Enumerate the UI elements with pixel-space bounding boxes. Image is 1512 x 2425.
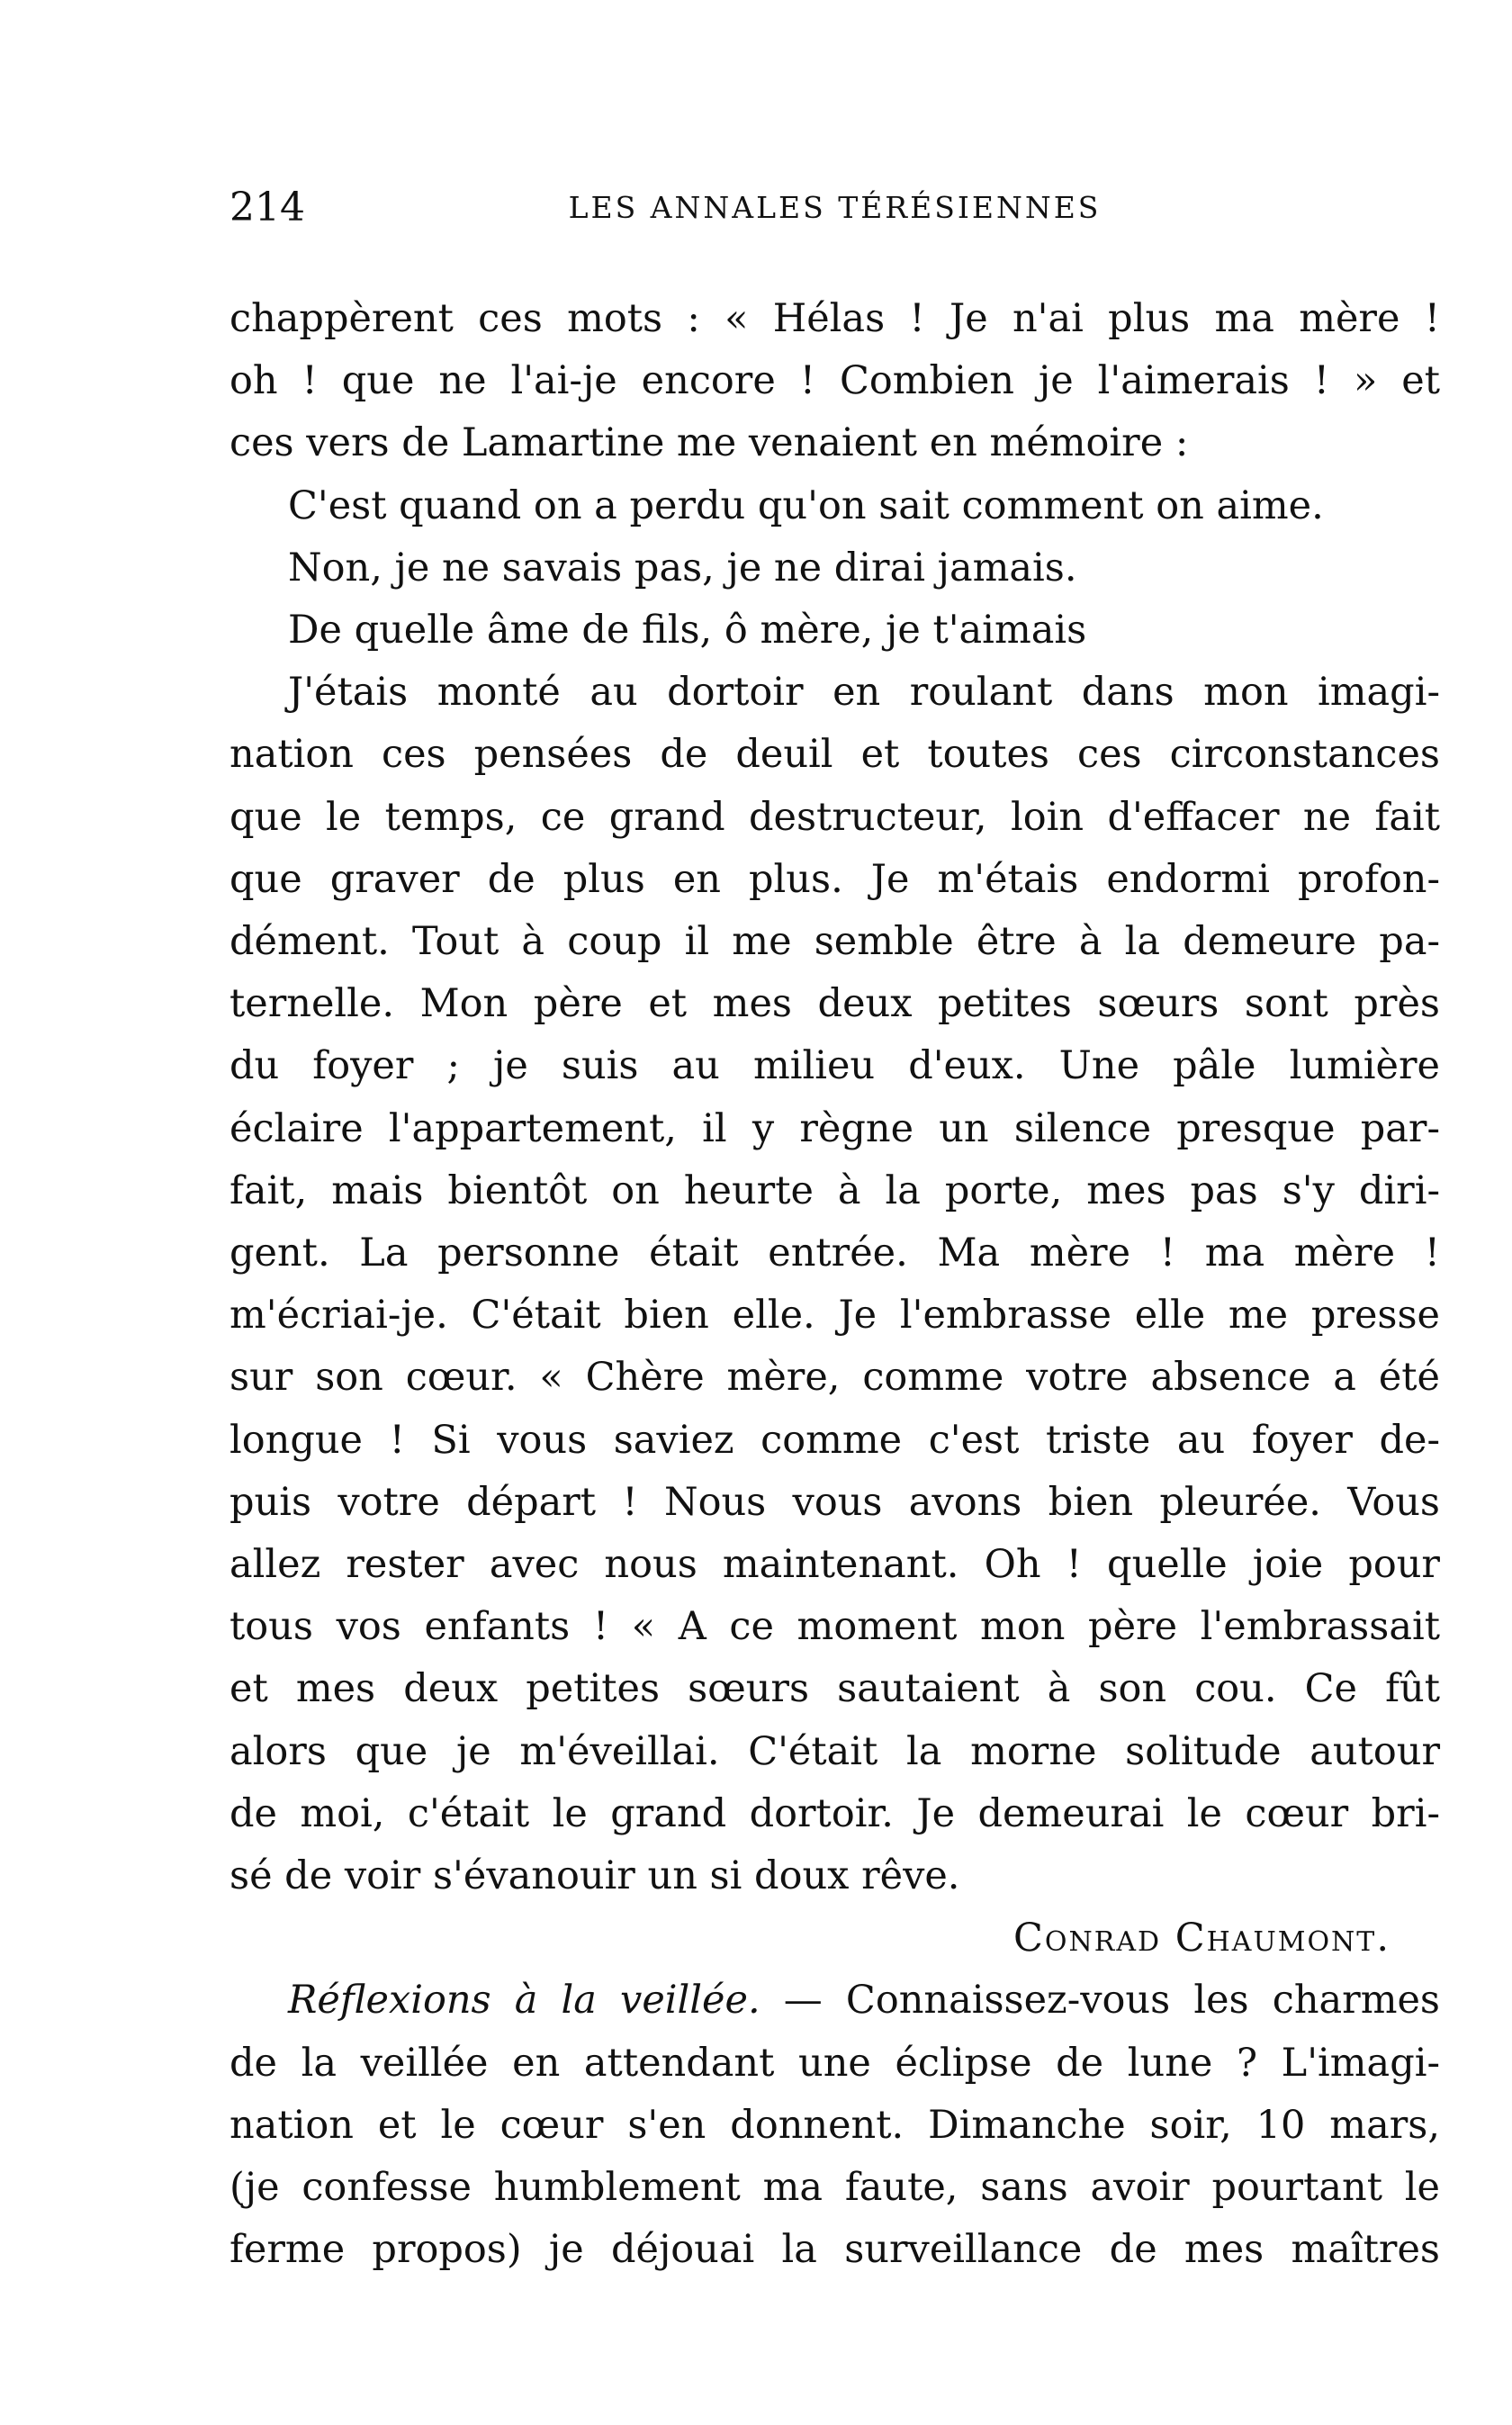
section-rubric: Réflexions à la veillée. <box>288 1978 760 2024</box>
verse-line: De quelle âme de fils, ô mère, je t'aimais <box>288 608 1087 654</box>
text-line: tous vos enfants ! « A ce moment mon père l'embrassait <box>230 1604 1440 1650</box>
page-number: 214 <box>230 185 305 230</box>
text-line: fait, mais bientôt on heurte à la porte, mes pas s'y diri- <box>230 1167 1440 1213</box>
text-line: ternelle. Mon père et mes deux petites sœurs sont près <box>230 981 1440 1027</box>
text-line: (je confesse humblement ma faute, sans avoir pourtant le <box>230 2165 1440 2211</box>
text-line: longue ! Si vous saviez comme c'est triste au foyer de- <box>230 1417 1440 1463</box>
paragraph-1 <box>230 288 1440 475</box>
text-line: oh ! que ne l'ai-je encore ! Combien je l'aimerais ! » et <box>230 358 1440 404</box>
text-run: — Connaissez-vous les charmes <box>760 1978 1440 2024</box>
text-line: nation et le cœur s'en donnent. Dimanche soir, 10 mars, <box>230 2102 1440 2148</box>
text-line: sur son cœur. « Chère mère, comme votre absence a été <box>230 1355 1440 1401</box>
text-line: que le temps, ce grand destructeur, loin d'effacer ne fait <box>230 794 1440 840</box>
author-signature: Conrad Chaumont. <box>1013 1916 1390 1961</box>
text-line: ces vers de Lamartine me venaient en mémoire : <box>230 420 1189 466</box>
text-line: que graver de plus en plus. Je m'étais endormi profon- <box>230 856 1440 902</box>
text-line: ferme propos) je déjouai la surveillance de mes maîtres <box>230 2227 1440 2273</box>
text-line: allez rester avec nous maintenant. Oh ! quelle joie pour <box>230 1542 1440 1588</box>
verse-quotation <box>230 475 1440 663</box>
text-line: m'écriai-je. C'était bien elle. Je l'embrasse elle me presse <box>230 1293 1440 1339</box>
text-line: puis votre départ ! Nous vous avons bien pleurée. Vous <box>230 1479 1440 1525</box>
text-line: et mes deux petites sœurs sautaient à son cou. Ce fût <box>230 1666 1440 1712</box>
text-line: nation ces pensées de deuil et toutes ces circonstances <box>230 732 1440 778</box>
text-line: de moi, c'était le grand dortoir. Je demeurai le cœur bri- <box>230 1790 1440 1836</box>
paragraph-3 <box>230 1970 1440 2281</box>
verse-line: Non, je ne savais pas, je ne dirai jamais. <box>288 545 1077 590</box>
text-line: chappèrent ces mots : « Hélas ! Je n'ai plus ma mère ! <box>230 296 1440 341</box>
text-line <box>230 1970 1440 2032</box>
text-line: de la veillée en attendant une éclipse de lune ? L'imagi- <box>230 2040 1440 2086</box>
text-line: du foyer ; je suis au milieu d'eux. Une pâle lumière <box>230 1043 1440 1089</box>
text-line: alors que je m'éveillai. C'était la morne solitude autour <box>230 1728 1440 1774</box>
running-head: LES ANNALES TÉRÉSIENNES <box>568 190 1102 225</box>
text-line: dément. Tout à coup il me semble être à la demeure pa- <box>230 919 1440 965</box>
text-line: éclaire l'appartement, il y règne un silence presque par- <box>230 1105 1440 1151</box>
text-line: sé de voir s'évanouir un si doux rêve. <box>230 1853 960 1899</box>
page-body <box>230 288 1440 2282</box>
text-line: gent. La personne était entrée. Ma mère ! ma mère ! <box>230 1231 1440 1276</box>
verse-line: C'est quand on a perdu qu'on sait comment on aime. <box>288 482 1324 528</box>
text-line: J'étais monté au dortoir en roulant dans mon imagi- <box>288 670 1440 716</box>
page-header <box>230 185 1440 239</box>
paragraph-2 <box>230 662 1440 1907</box>
